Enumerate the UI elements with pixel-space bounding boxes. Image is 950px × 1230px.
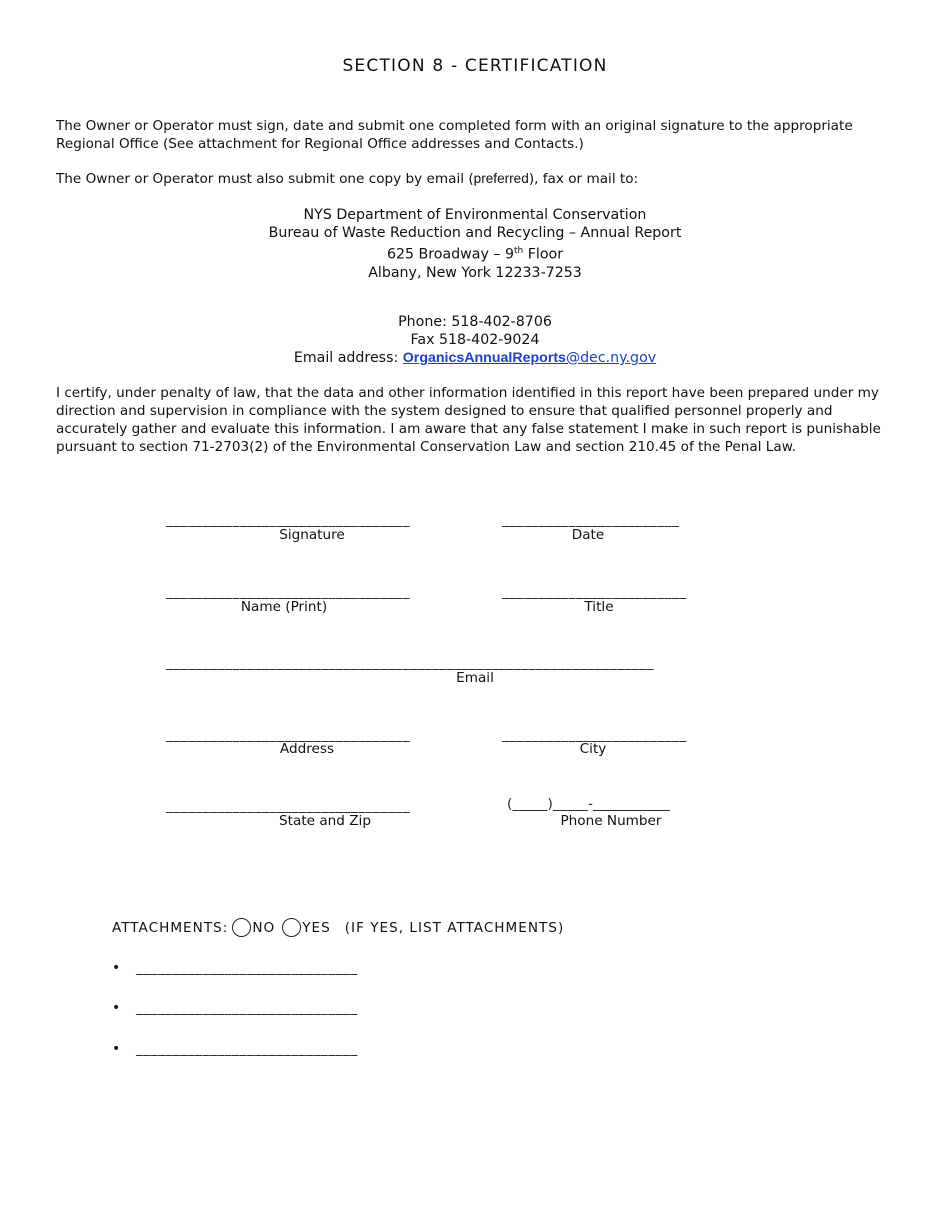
submit-text-before: The Owner or Operator must also submit one copy by email ( <box>56 171 474 187</box>
name-label: Name (Print) <box>240 599 328 615</box>
yes-radio-icon[interactable] <box>282 918 301 937</box>
phone-line: Phone: 518-402-8706 <box>398 314 552 330</box>
state-zip-label: State and Zip <box>279 813 371 829</box>
submit-instructions <box>56 170 896 188</box>
certification-statement: I certify, under penalty of law, that the data and other information identified in this report have been prepared under my direction and supervision in compliance with the system designed to ensure that qualified personnel properly and accurately gather and evaluate this information. I am aware that any false statement I make in such report is punishable pursuant to section 71-2703(2) of the Environmental Conservation Law and section 210.45 of the Penal Law. <box>56 385 881 455</box>
address-line-3: 625 Broadway – 9th Floor <box>386 246 564 263</box>
title-field[interactable]: _________________________ <box>502 584 687 600</box>
email-link[interactable]: OrganicsAnnualReports@dec.ny.gov <box>402 350 657 366</box>
address-line-4: Albany, New York 12233-7253 <box>368 264 582 281</box>
no-radio-icon[interactable] <box>232 918 251 937</box>
intro-paragraph: The Owner or Operator must sign, date and submit one completed form with an original signature to the appropriate Regional Office (See attachment for Regional Office addresses and Contacts.) <box>56 118 853 152</box>
fax-line: Fax 518-402-9024 <box>410 332 540 348</box>
attachments-hint: (IF YES, LIST ATTACHMENTS) <box>344 919 565 936</box>
address-line-1: NYS Department of Environmental Conservation <box>303 207 647 223</box>
date-label: Date <box>571 527 605 543</box>
attachment-field[interactable]: ______________________________ <box>136 1000 358 1016</box>
attachments-row <box>112 918 564 937</box>
preferred-text: preferred <box>473 171 529 186</box>
attachment-item <box>112 1000 358 1016</box>
bullet-icon: • <box>112 1041 121 1057</box>
address-label: Address <box>279 741 335 757</box>
attachment-item <box>112 960 358 976</box>
address-field[interactable]: _________________________________ <box>166 727 411 743</box>
attachments-label: ATTACHMENTS: <box>112 919 229 936</box>
email-line <box>0 349 950 367</box>
city-label: City <box>579 741 607 757</box>
email-field-label: Email <box>456 670 494 686</box>
mailing-address <box>0 206 950 282</box>
signature-field[interactable]: _________________________________ <box>166 512 411 528</box>
title-label: Title <box>584 599 614 615</box>
phone-field[interactable]: (_____)_____-___________ <box>507 796 671 812</box>
phone-label: Phone Number <box>560 813 662 829</box>
yes-label: YES <box>302 919 331 936</box>
email-label: Email address: <box>293 350 403 366</box>
bullet-icon: • <box>112 1000 121 1016</box>
city-field[interactable]: _________________________ <box>502 727 687 743</box>
attachment-field[interactable]: ______________________________ <box>136 1041 358 1057</box>
attachment-item <box>112 1041 358 1057</box>
submit-text-after: ), fax or mail to: <box>528 171 639 187</box>
name-field[interactable]: _________________________________ <box>166 584 411 600</box>
address-line-2: Bureau of Waste Reduction and Recycling – Annual Report <box>268 225 682 241</box>
signature-label: Signature <box>279 527 345 543</box>
attachment-field[interactable]: ______________________________ <box>136 960 358 976</box>
no-label: NO <box>252 919 276 936</box>
bullet-icon: • <box>112 960 121 976</box>
date-field[interactable]: ________________________ <box>502 512 680 528</box>
page-title: SECTION 8 - CERTIFICATION <box>342 56 608 76</box>
state-zip-field[interactable]: _________________________________ <box>166 798 411 814</box>
contact-info <box>0 313 950 367</box>
email-field[interactable]: __________________________________________________________________ <box>166 655 655 671</box>
